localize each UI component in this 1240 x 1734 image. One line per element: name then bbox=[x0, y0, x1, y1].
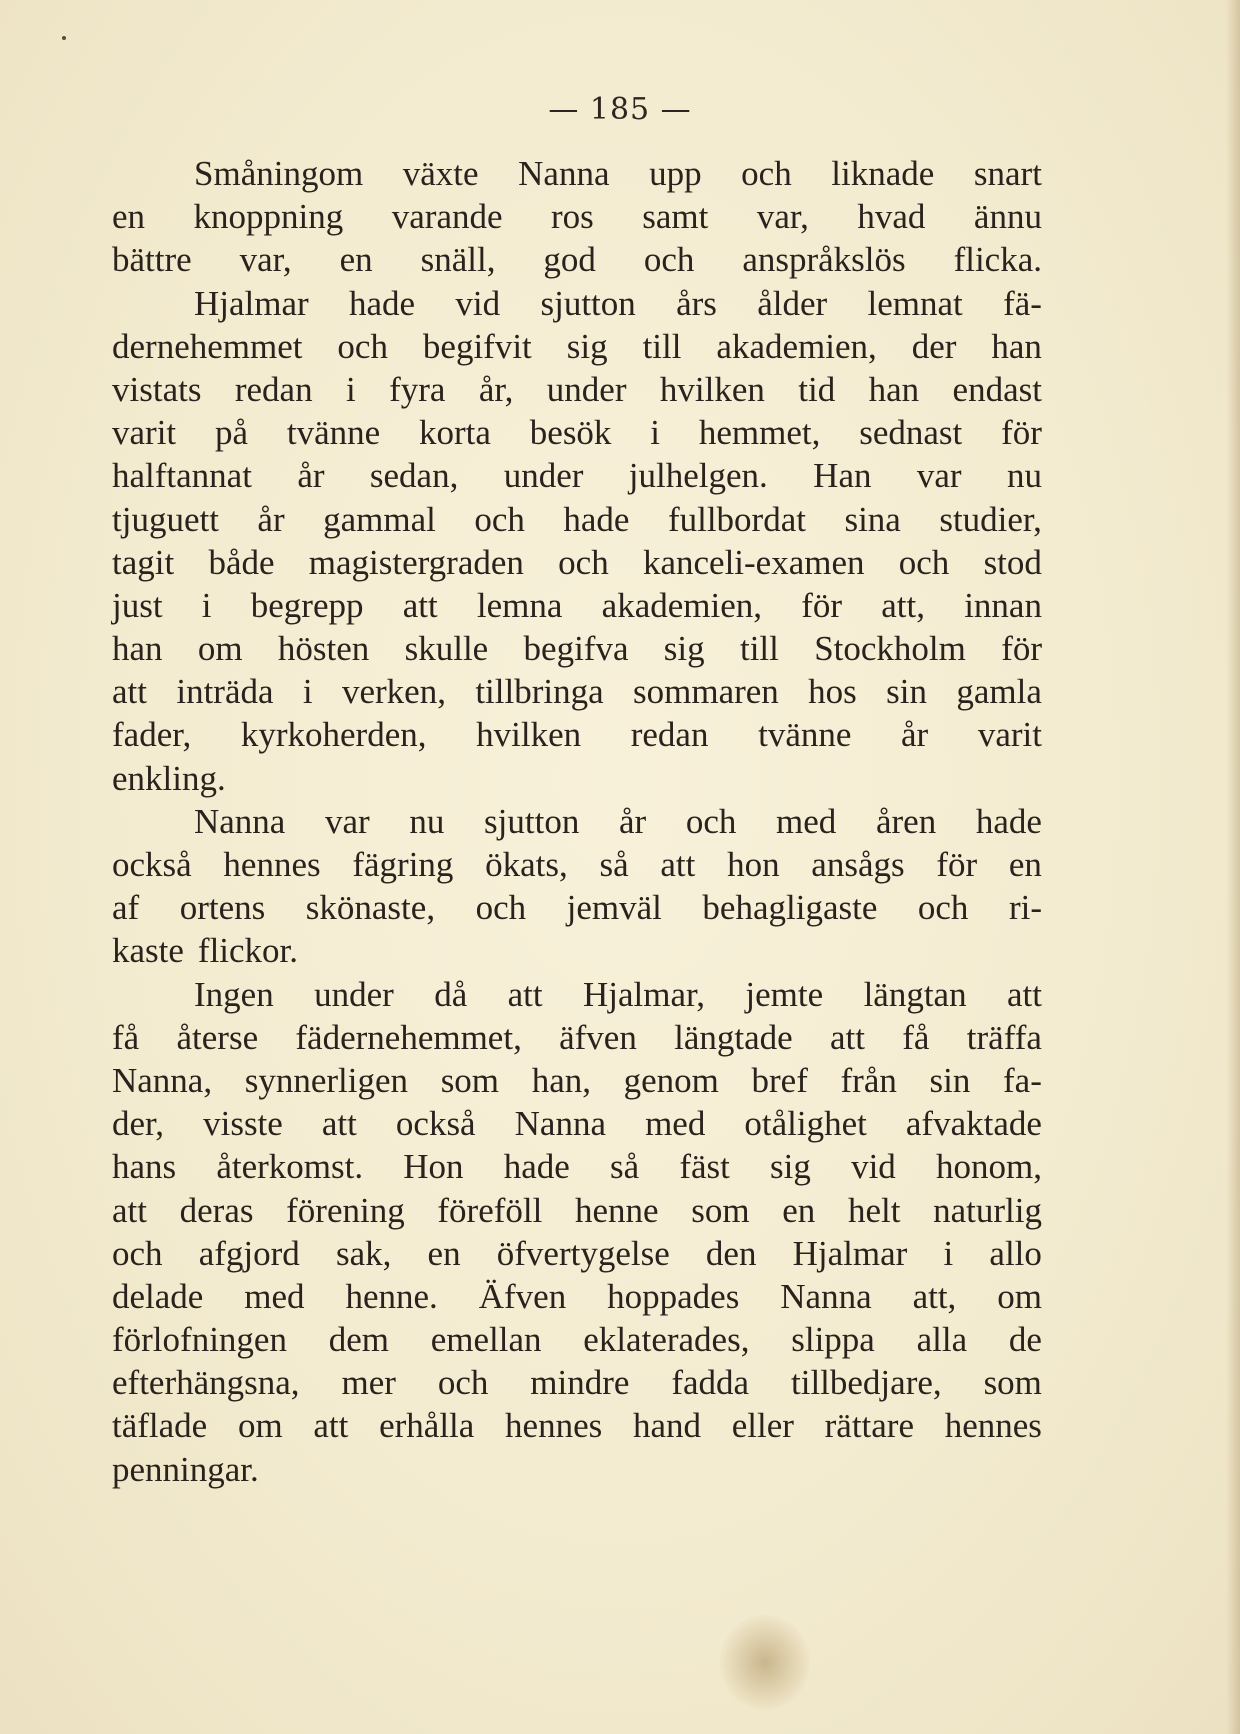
text-line: och afgjord sak, en öfvertygelse den Hjalmar i allo bbox=[112, 1233, 1042, 1273]
text-line: Småningom växte Nanna upp och liknade snart bbox=[194, 154, 1042, 193]
ink-speck bbox=[62, 36, 66, 40]
text-line: förlofningen dem emellan eklaterades, slippa alla de bbox=[112, 1320, 1042, 1360]
text-line: delade med henne. Äfven hoppades Nanna att, om bbox=[112, 1276, 1042, 1316]
text-line: af ortens skönaste, och jemväl behagligaste och ri- bbox=[112, 888, 1042, 928]
text-line: hans återkomst. Hon hade så fäst sig vid honom, bbox=[112, 1147, 1042, 1187]
text-line: Ingen under då att Hjalmar, jemte längtan att bbox=[194, 974, 1042, 1014]
text-line: täflade om att erhålla hennes hand eller rättare hennes bbox=[112, 1406, 1042, 1446]
text-line: tjuguett år gammal och hade fullbordat sina studier, bbox=[112, 499, 1042, 539]
text-line: just i begrepp att lemna akademien, för att, innan bbox=[112, 585, 1042, 625]
text-line: han om hösten skulle begifva sig till Stockholm för bbox=[112, 629, 1042, 669]
text-line: efterhängsna, mer och mindre fadda tillbedjare, som bbox=[112, 1363, 1042, 1403]
text-line: halftannat år sedan, under julhelgen. Han var nu bbox=[112, 456, 1042, 496]
text-line: kaste flickor. bbox=[112, 931, 299, 971]
text-line: att inträda i verken, tillbringa sommaren hos sin gamla bbox=[112, 672, 1042, 712]
text-line: penningar. bbox=[112, 1449, 259, 1489]
text-line: varit på tvänne korta besök i hemmet, sednast för bbox=[112, 413, 1042, 453]
text-line: att deras förening föreföll henne som en helt naturlig bbox=[112, 1190, 1042, 1230]
text-line: en knoppning varande ros samt var, hvad ännu bbox=[112, 197, 1042, 237]
text-line: Nanna, synnerligen som han, genom bref från sin fa- bbox=[112, 1060, 1042, 1100]
text-line: der, visste att också Nanna med otålighet afvaktade bbox=[112, 1104, 1042, 1144]
page-number: — 185 — bbox=[548, 92, 692, 127]
text-line: fader, kyrkoherden, hvilken redan tvänne år varit bbox=[112, 715, 1042, 755]
text-line: dernehemmet och begifvit sig till akademien, der han bbox=[112, 326, 1042, 366]
text-line: bättre var, en snäll, god och anspråkslös flicka. bbox=[112, 240, 1042, 280]
text-line: tagit både magistergraden och kanceli-examen och stod bbox=[112, 542, 1042, 582]
text-line: Hjalmar hade vid sjutton års ålder lemnat fä- bbox=[194, 283, 1042, 323]
text-line: också hennes fägring ökats, så att hon ansågs för en bbox=[112, 845, 1042, 884]
text-line: Nanna var nu sjutton år och med åren hade bbox=[194, 801, 1042, 841]
foxing-stain bbox=[720, 1615, 810, 1710]
text-line: få återse fädernehemmet, äfven längtade att få träffa bbox=[112, 1017, 1042, 1057]
body-text bbox=[112, 152, 1042, 1491]
text-line: enkling. bbox=[112, 758, 226, 798]
text-line: vistats redan i fyra år, under hvilken tid han endast bbox=[112, 369, 1042, 409]
page-edge-shadow bbox=[1226, 0, 1240, 1734]
